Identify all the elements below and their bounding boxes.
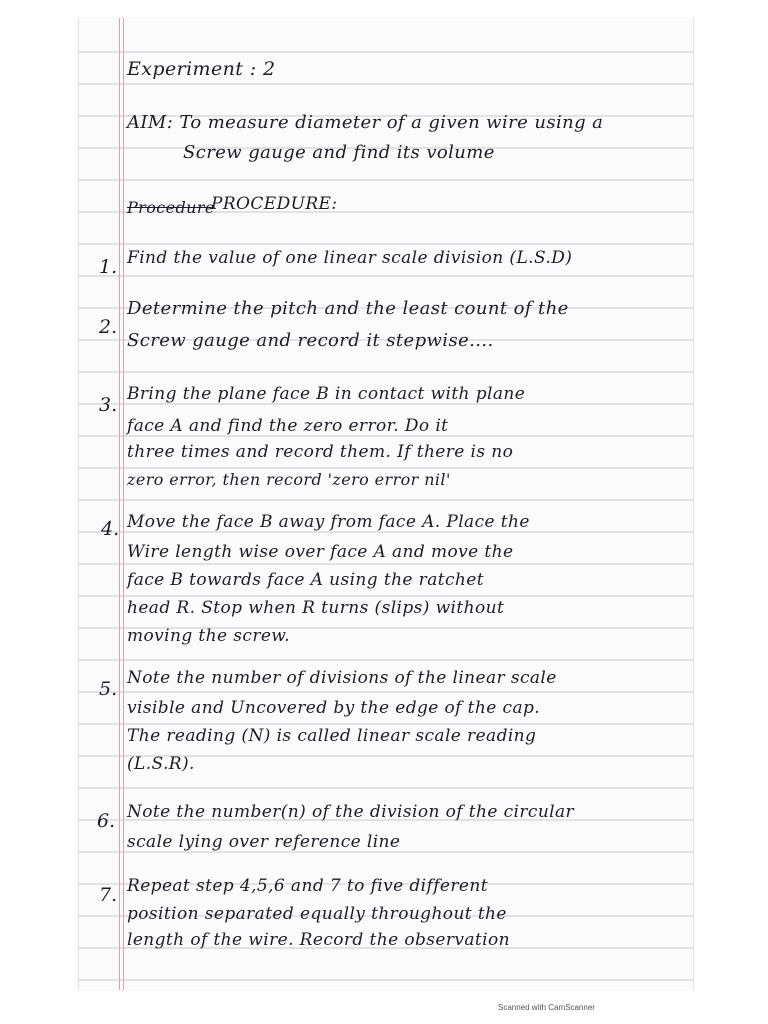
scanner-watermark-text: Scanned with CamScanner xyxy=(498,1003,595,1012)
step-line: zero error, then record 'zero error nil' xyxy=(127,470,451,489)
step-number: 4. xyxy=(101,518,120,540)
procedure-struck-word: Procedure xyxy=(127,198,215,217)
step-line: Find the value of one linear scale division (L.S.D) xyxy=(127,248,573,268)
step-line: face A and find the zero error. Do it xyxy=(127,416,449,436)
step-number: 6. xyxy=(97,810,116,832)
step-number: 5. xyxy=(99,678,118,700)
step-line: head R. Stop when R turns (slips) without xyxy=(127,598,505,618)
step-line: Bring the plane face B in contact with plane xyxy=(127,384,526,404)
step-line: Move the face B away from face A. Place the xyxy=(127,512,530,532)
step-line: Screw gauge and record it stepwise.... xyxy=(127,330,494,351)
step-line: Determine the pitch and the least count of the xyxy=(127,298,569,319)
step-number: 1. xyxy=(99,256,118,278)
step-number: 2. xyxy=(99,316,118,338)
step-line: length of the wire. Record the observation xyxy=(127,930,510,950)
step-line: Repeat step 4,5,6 and 7 to five different xyxy=(127,876,488,896)
step-line: Wire length wise over face A and move the xyxy=(127,542,514,562)
step-line: (L.S.R). xyxy=(127,754,195,774)
experiment-title: Experiment : 2 xyxy=(127,58,276,80)
step-line: three times and record them. If there is no xyxy=(127,442,514,462)
step-number: 3. xyxy=(99,394,118,416)
procedure-heading: PROCEDURE: xyxy=(211,194,338,214)
margin-line xyxy=(119,18,120,990)
step-line: position separated equally throughout the xyxy=(127,904,507,924)
step-line: Note the number(n) of the division of the circular xyxy=(127,802,575,822)
aim-line-2: Screw gauge and find its volume xyxy=(183,142,495,163)
step-line: The reading (N) is called linear scale reading xyxy=(127,726,537,746)
margin-line-inner xyxy=(123,18,124,990)
step-line: scale lying over reference line xyxy=(127,832,401,852)
notebook-page xyxy=(78,18,694,990)
step-line: face B towards face A using the ratchet xyxy=(127,570,484,590)
step-line: Note the number of divisions of the linear scale xyxy=(127,668,557,688)
step-line: moving the screw. xyxy=(127,626,291,646)
step-number: 7. xyxy=(99,884,118,906)
aim-line-1: AIM: To measure diameter of a given wire using a xyxy=(127,112,604,133)
step-line: visible and Uncovered by the edge of the cap. xyxy=(127,698,541,718)
